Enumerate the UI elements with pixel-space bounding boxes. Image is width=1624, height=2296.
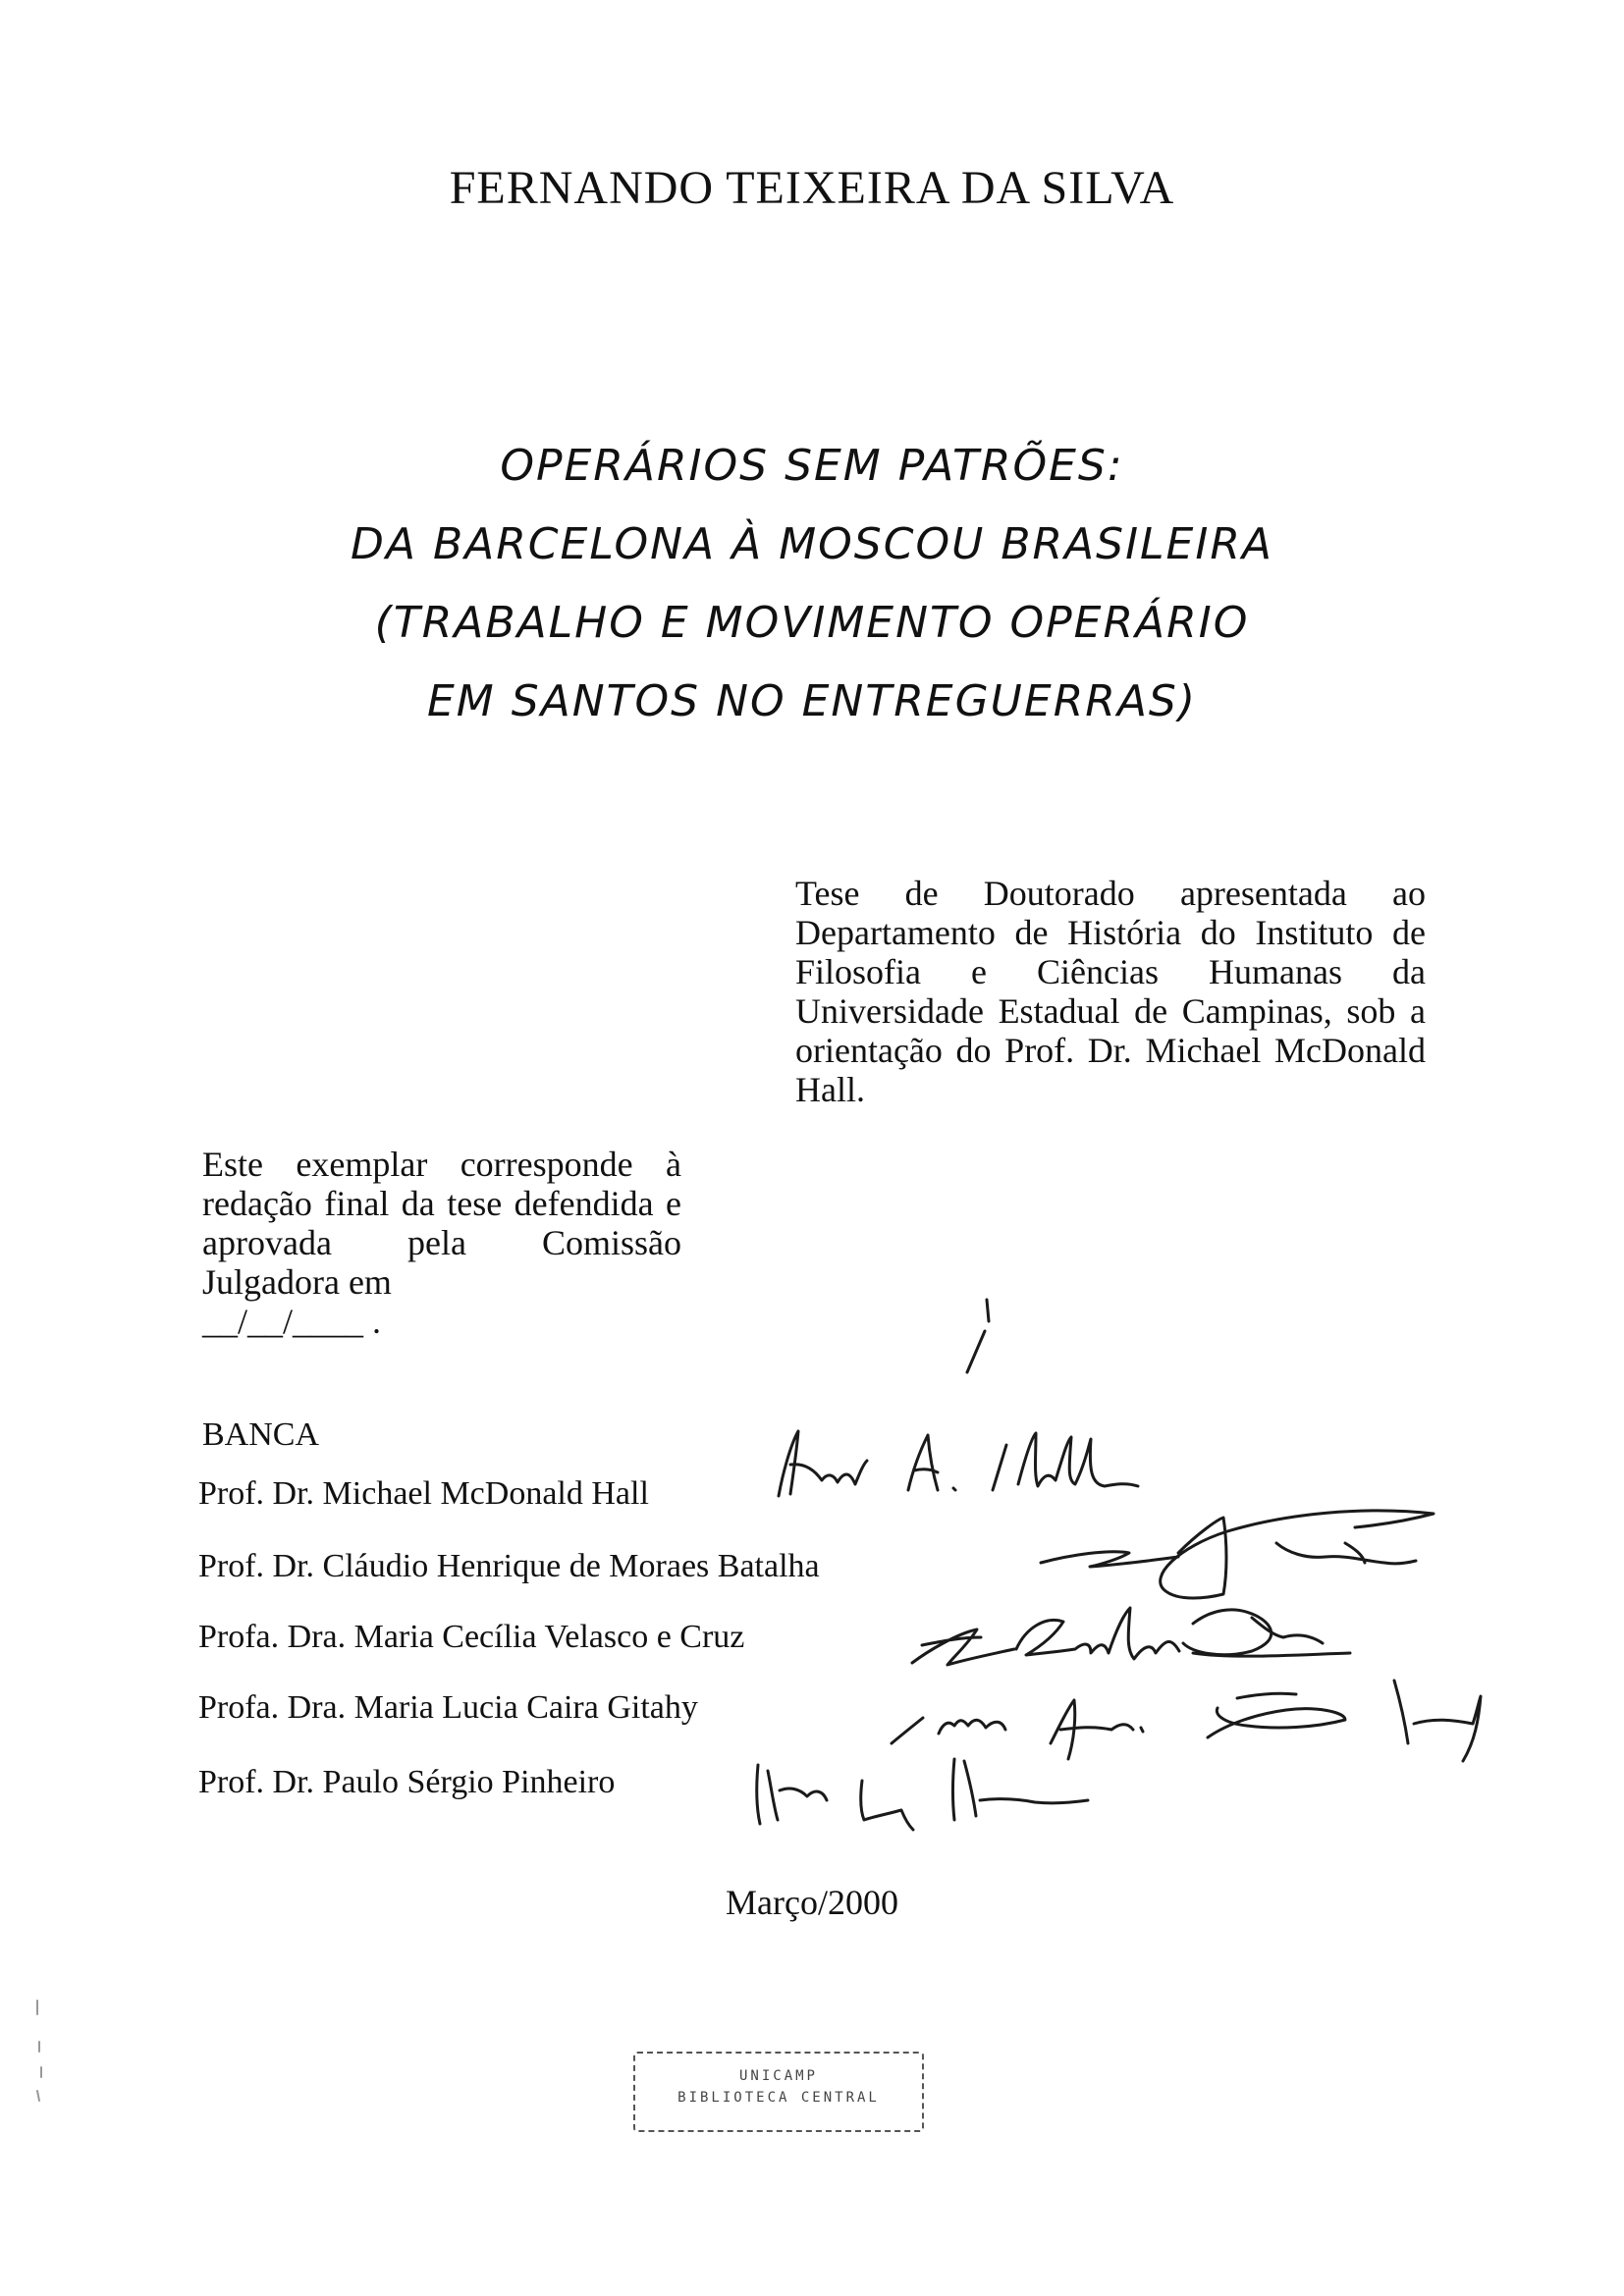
banca-member-3: Profa. Dra. Maria Cecília Velasco e Cruz: [198, 1619, 745, 1655]
banca-member-1: Prof. Dr. Michael McDonald Hall: [198, 1475, 649, 1512]
signature-pinheiro: [744, 1732, 1098, 1840]
banca-member-4: Profa. Dra. Maria Lucia Caira Gitahy: [198, 1689, 698, 1726]
scan-marks: [27, 1993, 67, 2110]
title-line-1: OPERÁRIOS SEM PATRÕES:: [500, 441, 1124, 491]
title-line-3: (TRABALHO E MOVIMENTO OPERÁRIO: [374, 598, 1250, 648]
thesis-note: Tese de Doutorado apresentada ao Departamento de História do Instituto de Filosofia e Ciências Humanas da Universidade Estadual de Campinas, sob a orientação do Prof. Dr. Michael McDonald Hall.: [795, 874, 1426, 1109]
thesis-title: [295, 427, 1329, 741]
stray-mark: [957, 1296, 997, 1374]
title-line-4: EM SANTOS NO ENTREGUERRAS): [426, 676, 1198, 726]
banca-title: BANCA: [202, 1416, 320, 1453]
date-footer: Março/2000: [726, 1883, 898, 1922]
stamp-line-2: BIBLIOTECA CENTRAL: [677, 2090, 880, 2106]
author-name: FERNANDO TEIXEIRA DA SILVA: [449, 162, 1175, 214]
signature-hall: [761, 1425, 1154, 1504]
library-stamp: [633, 2052, 924, 2132]
banca-member-5: Prof. Dr. Paulo Sérgio Pinheiro: [198, 1764, 616, 1800]
date-blank: __/__/____ .: [202, 1302, 382, 1341]
copy-note: Este exemplar corresponde à redação final da tese defendida e aprovada pela Comissão Julgadora em: [202, 1145, 681, 1302]
title-line-2: DA BARCELONA À MOSCOU BRASILEIRA: [350, 519, 1274, 569]
stamp-line-1: UNICAMP: [738, 2068, 818, 2084]
banca-member-2: Prof. Dr. Cláudio Henrique de Moraes Batalha: [198, 1548, 820, 1584]
